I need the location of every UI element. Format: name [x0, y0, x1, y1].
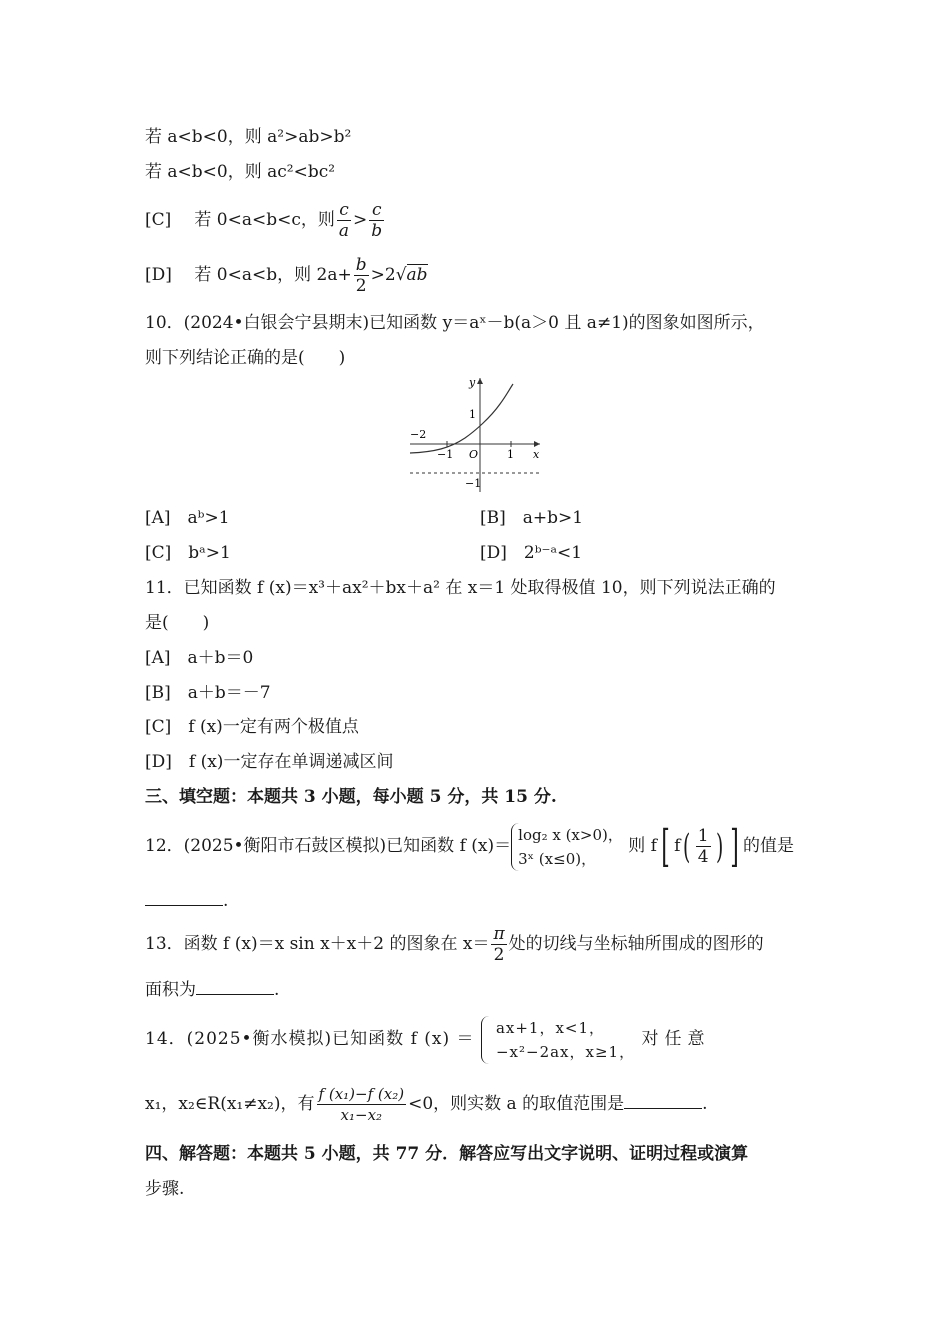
x-axis-arrow [534, 441, 540, 447]
q10-option-d: [D] 2ᵇ⁻ᵃ<1 [480, 543, 583, 563]
fraction-difference: $\frac{\text{f (x₁)−f (x₂)}}{\text{x₁−x₂}}$ [318, 1085, 405, 1124]
y-axis-arrow [477, 378, 483, 384]
fraction-b-2: $\frac{b}{2}$ [355, 255, 367, 296]
q13-line2: 面积为 [145, 980, 196, 1000]
label-y-1: 1 [469, 408, 476, 421]
x-label: x [533, 448, 540, 461]
answer-blank-13[interactable] [196, 993, 274, 995]
q12-then: 则 f [628, 836, 657, 856]
q11-option-d: [D] f (x)一定存在单调递减区间 [145, 752, 394, 772]
q10-option-c: [C] bᵃ>1 [145, 543, 231, 563]
q12-suffix: 的值是 [742, 836, 794, 856]
q11-option-c: [C] f (x)一定有两个极值点 [145, 717, 359, 737]
label-y-neg1: −1 [465, 477, 482, 490]
label-x-1: 1 [507, 448, 514, 461]
q10-stem-line2: 则下列结论正确的是( ) [145, 348, 346, 368]
q9-option-d: [D] 若 0<a<b，则 2a+ $\frac{b}{2}$ >2√ab [145, 255, 428, 296]
q14-line2: x₁，x₂∈R(x₁≠x₂)，有 $\frac{\text{f (x₁)−f (x₂)}}{\text{x₁−x₂}}$ <0，则实数 a 的取值范围是 . [145, 1085, 708, 1124]
q12-stem: 12．(2025•衡阳市石鼓区模拟)已知函数 f (x)＝ log₂ x (x>0)， 3ˣ (x≤0)， 则 f[ f( $\frac{1}{4}$ ) ] 的值是 [145, 820, 794, 872]
section-4-line2: 步骤. [145, 1179, 185, 1199]
q12-answer-line: . [145, 890, 228, 912]
section-3-heading: 三、填空题：本题共 3 小题，每小题 5 分，共 15 分. [145, 787, 557, 807]
q10-option-b: [B] a+b>1 [480, 508, 584, 528]
q9-option-c: [C] 若 0<a<b<c，则 $\frac{c}{a}$ > $\frac{c}{b}$ [145, 200, 383, 241]
q14-stem [145, 1012, 711, 1066]
q10-option-a: [A] aᵇ>1 [145, 508, 230, 528]
fraction-1-4: $\frac{1}{4}$ [697, 826, 709, 867]
root-ab: ab [406, 265, 428, 285]
q12-prefix: 12．(2025•衡阳市石鼓区模拟)已知函数 f (x)＝ [145, 836, 512, 856]
label-neg2: −2 [410, 428, 427, 441]
q14-line2-suffix: <0，则实数 a 的取值范围是 [408, 1094, 625, 1114]
q11-stem-line1: 11．已知函数 f (x)＝x³＋ax²＋bx＋a² 在 x＝1 处取得极值 10，则下列说法正确的 [145, 578, 776, 598]
q13-stem [145, 924, 764, 965]
q9-option-a-text: 若 a<b<0，则 a²>ab>b² [145, 127, 352, 147]
q11-option-b: [B] a＋b＝－7 [145, 683, 271, 703]
q9-option-a [145, 126, 351, 148]
q14-line2-prefix: x₁，x₂∈R(x₁≠x₂)，有 [145, 1094, 315, 1114]
q13-prefix: 13．函数 f (x)＝x sin x＋x＋2 的图象在 x＝ [145, 934, 490, 954]
origin-label: O [469, 448, 479, 461]
y-label: y [469, 376, 476, 389]
q9-option-d-tag: [D] [145, 265, 172, 285]
q11-stem-line2: 是( ) [145, 613, 210, 633]
q9-option-b [145, 161, 335, 183]
q9-option-c-text: 若 0<a<b<c，则 [194, 210, 335, 230]
q9-option-d-text: 若 0<a<b，则 2a+ [194, 265, 352, 285]
curve [410, 384, 513, 453]
q13-answer-line: 面积为 . [145, 980, 280, 1000]
fraction-c-b: $\frac{c}{b}$ [371, 200, 383, 241]
answer-blank-14[interactable] [624, 1107, 702, 1109]
fraction-c-a: $\frac{c}{a}$ [338, 200, 350, 241]
answer-blank-12[interactable] [145, 904, 223, 906]
q14-piecewise: ax+1，x<1， −x²−2ax，x≥1， [481, 1016, 635, 1064]
q12-piecewise: log₂ x (x>0)， 3ˣ (x≤0)， [511, 823, 623, 871]
q14-prefix: 14．(2025•衡水模拟)已知函数 f (x) ＝ [145, 1029, 475, 1049]
fraction-pi-2: $\frac{\pi}{2}$ [493, 924, 505, 965]
q11-option-a: [A] a＋b＝0 [145, 648, 254, 668]
label-x-neg1: −1 [437, 448, 454, 461]
q10-stem-line1: 10．(2024•白银会宁县期末)已知函数 y＝aˣ－b(a＞0 且 a≠1)的图象如图所示， [145, 313, 765, 333]
section-4-line1: 四、解答题：本题共 5 小题，共 77 分．解答应写出文字说明、证明过程或演算 [145, 1144, 749, 1164]
q9-option-c-tag: [C] [145, 210, 172, 230]
q9-option-b-text: 若 a<b<0，则 ac²<bc² [145, 162, 336, 182]
q13-suffix: 处的切线与坐标轴所围成的图形的 [508, 934, 764, 954]
q14-suffix: 对任意 [641, 1029, 711, 1049]
exponential-graph [405, 374, 545, 492]
